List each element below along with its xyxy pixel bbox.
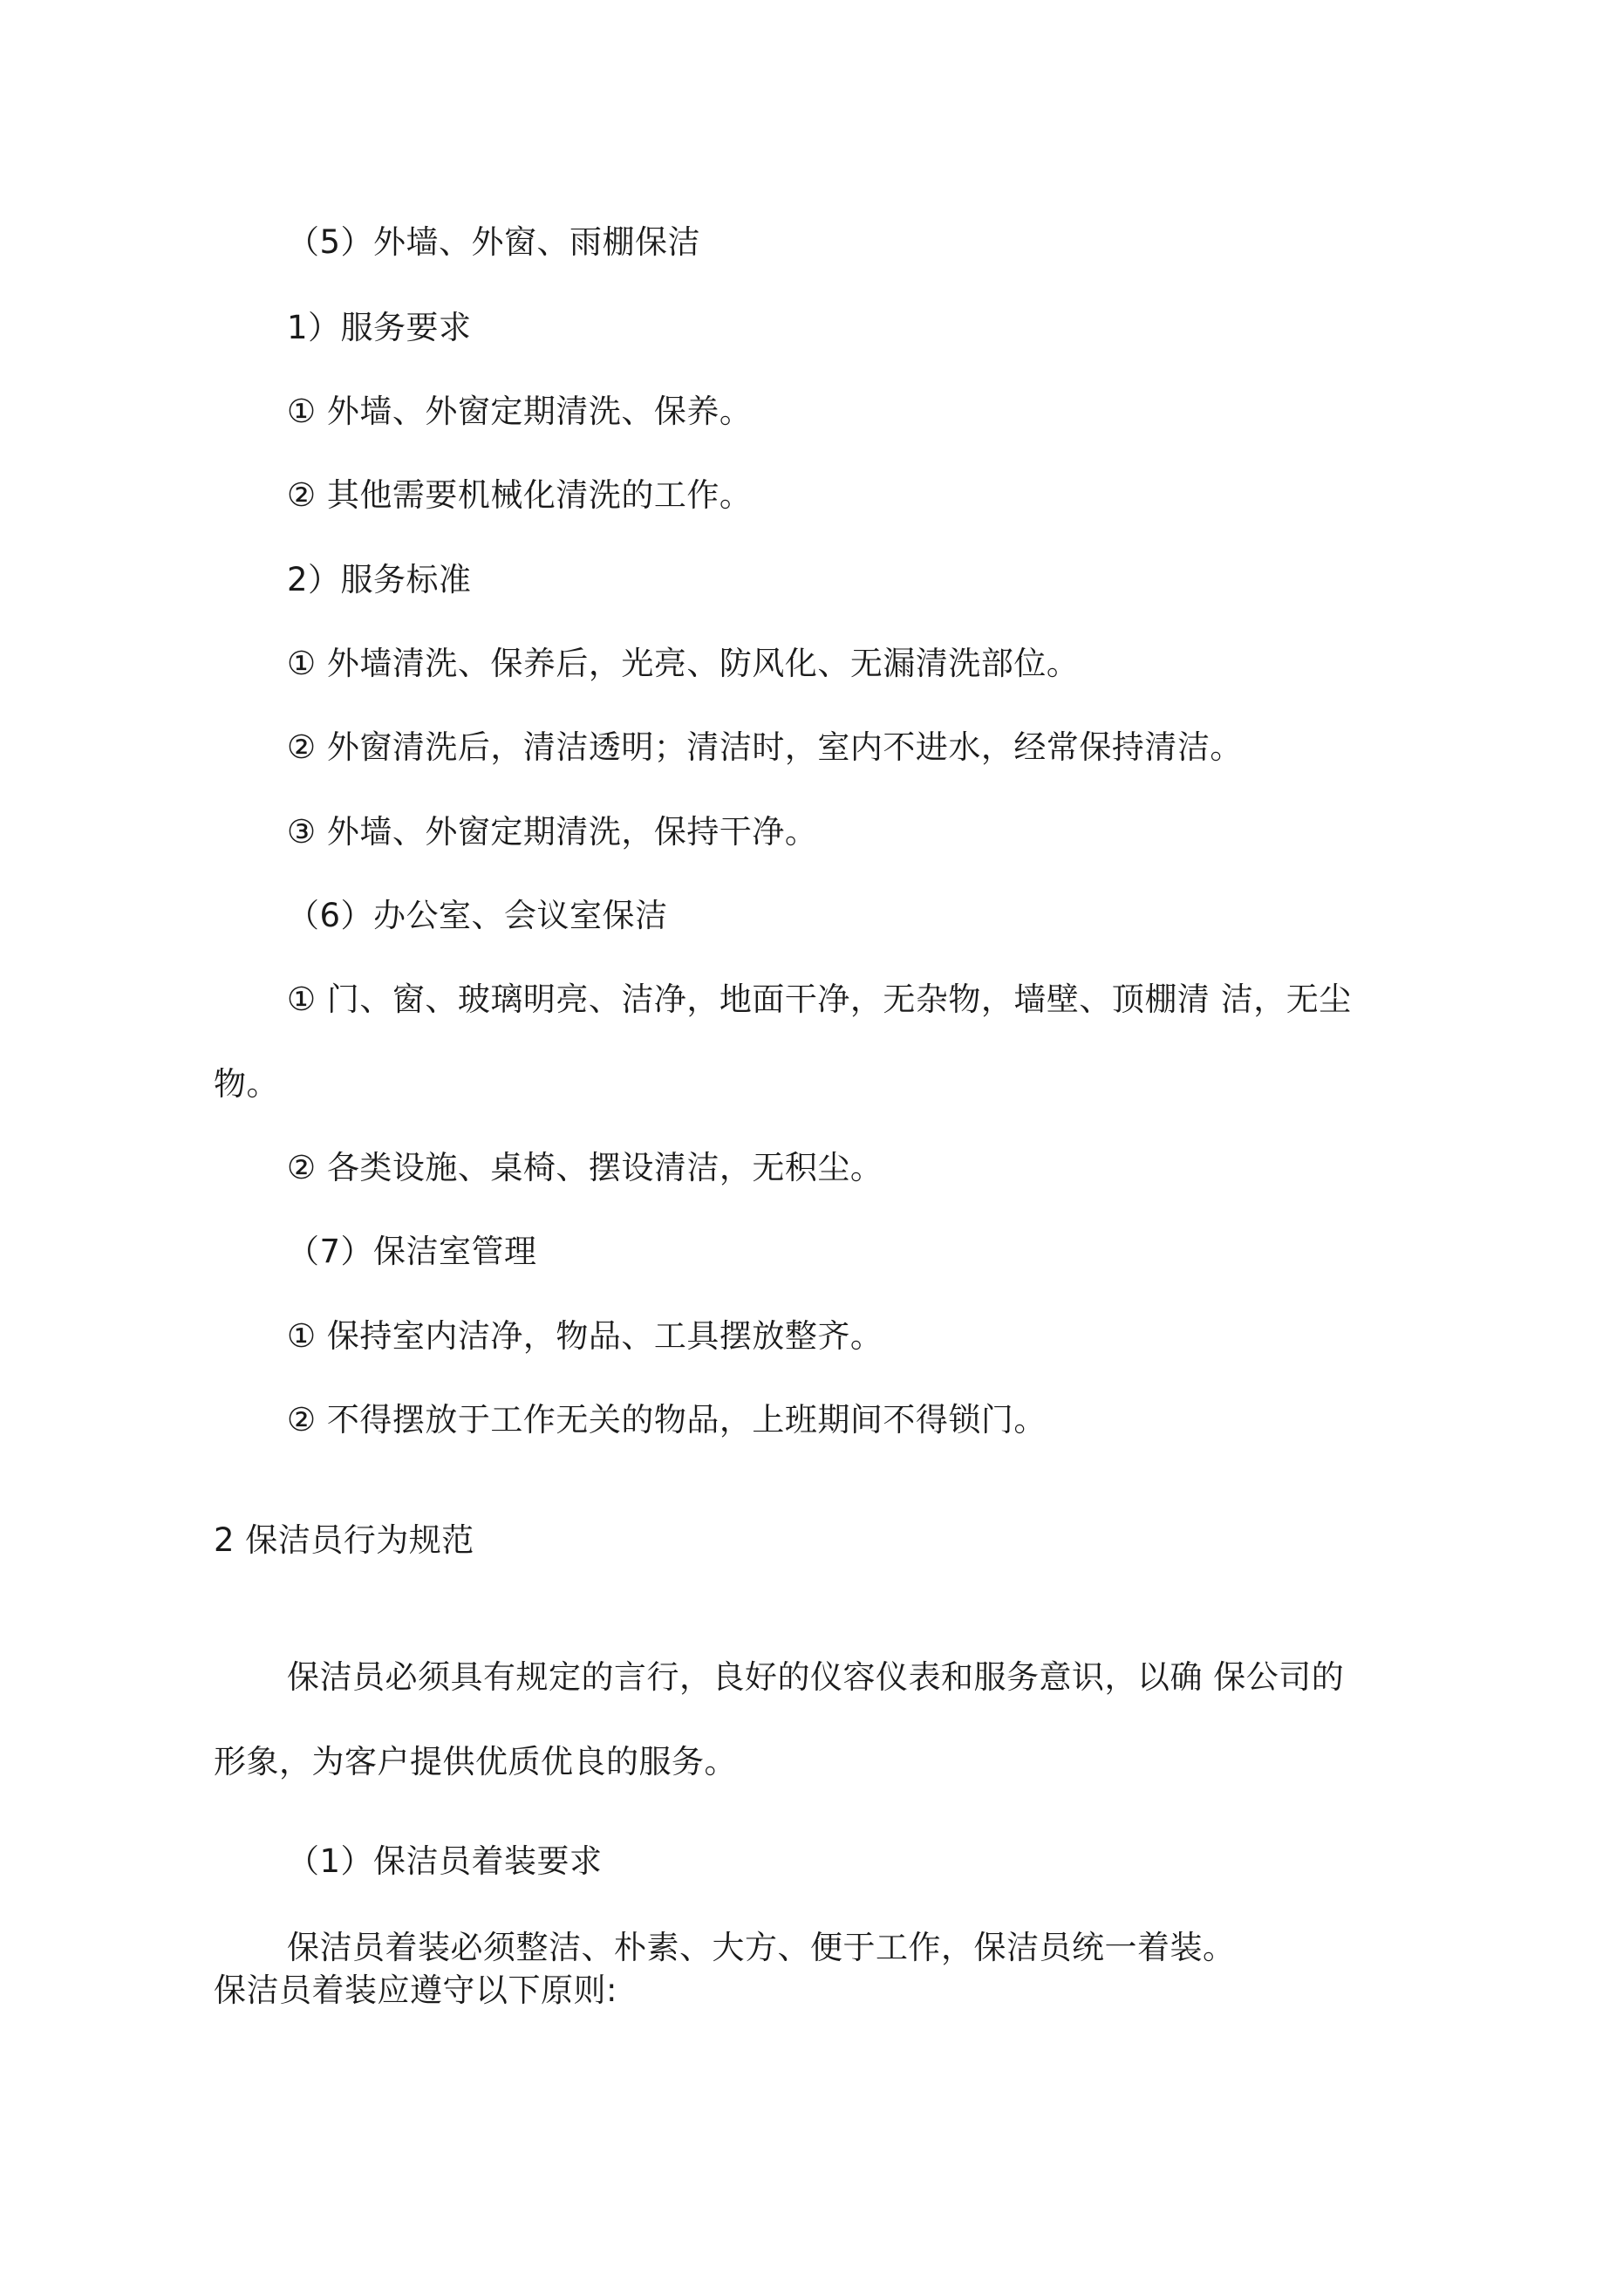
list-item: ② 不得摆放于工作无关的物品，上班期间不得锁门。	[287, 1401, 1047, 1438]
list-item: ① 外墙清洗、保养后，光亮、防风化、无漏清洗部位。	[287, 645, 1080, 682]
list-item: ① 门、窗、玻璃明亮、洁净，地面干净，无杂物，墙壁、顶棚清 洁，无尘	[287, 981, 1352, 1018]
list-item: ① 保持室内洁净，物品、工具摆放整齐。	[287, 1317, 883, 1355]
section-heading-6: （6）办公室、会议室保洁	[287, 897, 668, 934]
paragraph-continuation: 形象，为客户提供优质优良的服务。	[214, 1743, 737, 1780]
list-item: ① 外墙、外窗定期清洗、保养。	[287, 393, 753, 430]
list-item-continuation: 物。	[214, 1065, 279, 1103]
section-heading-7: （7）保洁室管理	[287, 1233, 537, 1270]
list-item: ③ 外墙、外窗定期清洗，保持干净。	[287, 813, 818, 851]
paragraph: 保洁员必须具有规定的言行，良好的仪容仪表和服务意识，以确 保公司的	[287, 1658, 1345, 1696]
paragraph: 保洁员着装应遵守以下原则:	[214, 1971, 617, 2009]
list-item: ② 外窗清洗后，清洁透明；清洁时，室内不进水，经常保持清洁。	[287, 728, 1243, 766]
paragraph: 保洁员着装必须整洁、朴素、大方、便于工作，保洁员统一着装。	[287, 1929, 1236, 1966]
list-item: ② 其他需要机械化清洗的工作。	[287, 476, 753, 514]
list-item: ② 各类设施、桌椅、摆设清洁，无积尘。	[287, 1149, 883, 1186]
subheading-service-standards: 2）服务标准	[287, 561, 472, 598]
chapter-heading: 2 保洁员行为规范	[214, 1521, 474, 1559]
subheading-service-requirements: 1）服务要求	[287, 309, 472, 346]
section-heading-5: （5）外墙、外窗、雨棚保洁	[287, 223, 701, 261]
section-heading-1: （1）保洁员着装要求	[287, 1842, 603, 1880]
